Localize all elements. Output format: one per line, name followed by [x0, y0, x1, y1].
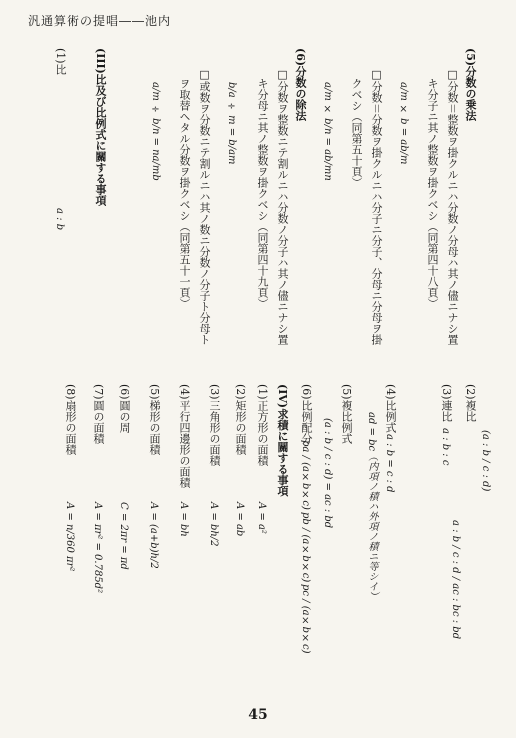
section-iii-item-6-label: (6)比例配分 [300, 384, 313, 444]
section-iv-item-4-formula: A = bh [178, 502, 189, 537]
section-iii-item-2-label: (2)複比 [464, 384, 477, 422]
section-iii-item-1-label: (1)比 [54, 48, 67, 75]
section-iv-item-3-formula: A = bh/2 [208, 502, 219, 547]
section-iii-item-3-label: (3)連比 [440, 384, 453, 422]
section-iv-item-2-label: (2)矩形の面積 [234, 384, 247, 455]
section-5-rule-2-line-1: □分数＝分数ヲ掛クルニハ分子ニ分子、分母ニ分母ヲ掛 [370, 68, 383, 345]
section-iv-item-4-label: (4)平行四邊形の面積 [178, 384, 191, 488]
page-number: 45 [248, 707, 268, 723]
section-6-rule-2-line-2: ヲ取替ヘタル分数ヲ掛クベシ（同第五十一頁） [178, 78, 191, 309]
section-5-rule-1-line-1: □分数＝整数ヲ掛クルニハ分数ノ分母ハ其ノ儘ニナシ置 [446, 68, 459, 345]
section-6-formula-2: a/m ÷ b/n = na/mb [150, 82, 161, 181]
section-iv-item-8-formula: A = n/360 πr² [64, 502, 75, 572]
section-5-title: (5)分数の乗法 [464, 48, 477, 122]
section-iii-item-3-formula: a : b : c [440, 428, 451, 466]
section-iv-item-1-formula: A = a² [256, 502, 267, 534]
section-iv-item-3-label: (3)三角形の面積 [208, 384, 221, 466]
section-iv-item-7-label: (7)圓の面積 [92, 384, 105, 444]
section-iii-item-2-formula: (a : b / c : d) [480, 430, 491, 492]
section-6-title: (6)分数の除法 [294, 48, 307, 122]
section-iii-item-6-formula-2: pb / (a×b×c) [300, 512, 311, 583]
section-iv-item-1-label: (1)正方形の面積 [256, 384, 269, 466]
section-iii-item-1-formula: a : b [54, 208, 65, 231]
section-6-rule-1-line-2: キ分母ニ其ノ整数ヲ掛クベシ（同第四十九頁） [256, 78, 269, 309]
section-iv-item-5-formula: A = (a+b)h/2 [148, 502, 159, 569]
section-iii-item-4-label: (4)比例式 [384, 384, 397, 433]
section-iii-item-4-formula: a : b = c : d [384, 434, 395, 493]
section-iv-item-7-formula: A = πr² = 0.785d² [92, 502, 103, 594]
section-iii-item-5-formula: (a : b / c : d) = ac : bd [322, 418, 333, 529]
section-iii-item-6-formula-1: pa / (a×b×c) [300, 440, 311, 510]
section-iii-title: (III)比及び比例式に關する事項 [94, 48, 107, 206]
section-6-rule-1-line-1: □分数ヲ整数ニテ割ルニハ分数ノ分子ハ其ノ儘ニナシ置 [276, 68, 289, 345]
section-iv-item-6-formula: C = 2πr = πd [118, 502, 129, 570]
section-5-rule-1-line-2: キ分子ニ其ノ整数ヲ掛クベシ（同第四十八頁） [426, 78, 439, 309]
section-iii-item-4-formula-b: ad = bc（内項ノ積ハ外項ノ積ニ等シイ） [366, 412, 377, 602]
section-iv-item-5-label: (5)梯形の面積 [148, 384, 161, 455]
section-iii-item-6-formula-3: pc / (a×b×c) [300, 584, 311, 654]
section-5-rule-2-line-2: クベシ（同第五十頁） [350, 78, 363, 188]
running-head: 汎通算術の提唱――池内 [28, 14, 172, 28]
section-iii-item-3-formula-b: a : b / c : d / ac : bc : bd [450, 520, 461, 640]
section-iv-title: (IV)求積に關する事項 [276, 384, 289, 497]
section-6-formula-1: b/a ÷ m = b/am [226, 82, 237, 165]
section-iv-item-8-label: (8)扇形の面積 [64, 384, 77, 455]
section-6-rule-2-line-1: □或数ヲ分数ニテ割ルニハ其ノ数ニ分数ノ分子ト分母ト [198, 68, 211, 345]
section-5-formula-1: a/m × b = ab/m [398, 82, 409, 165]
section-iii-item-5-label: (5)複比例式 [340, 384, 353, 444]
section-iv-item-6-label: (6)圓の周 [118, 384, 131, 433]
section-5-formula-2: a/m × b/n = ab/mn [322, 82, 333, 181]
section-iv-item-2-formula: A = ab [234, 502, 245, 537]
